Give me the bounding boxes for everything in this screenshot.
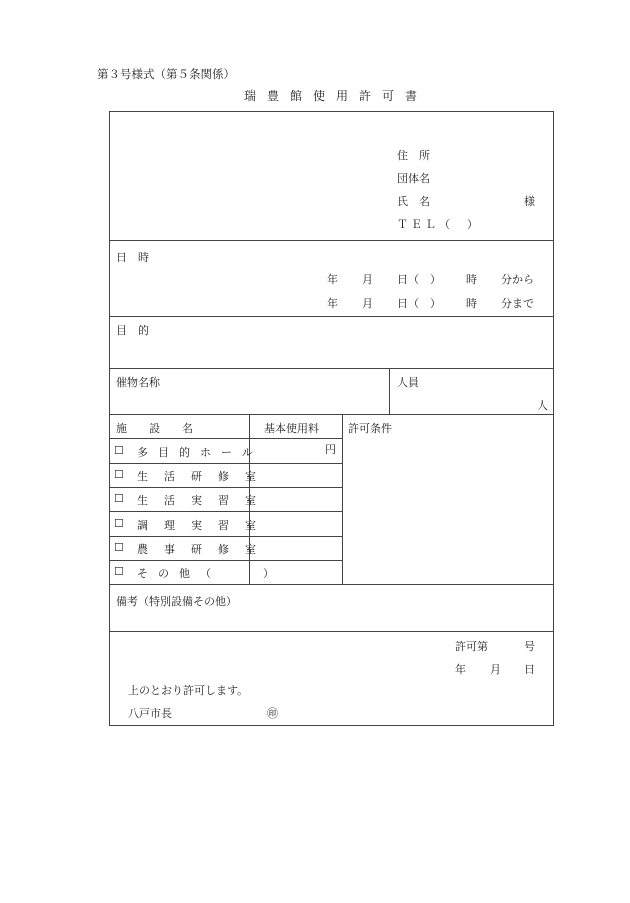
end-month: 月 [362, 297, 373, 310]
permit-number-label: 許可第 [455, 640, 488, 653]
purpose-label: 目 的 [116, 324, 149, 337]
start-minute: 分から [501, 273, 534, 286]
start-year: 年 [327, 273, 338, 286]
divider-recipient [109, 240, 554, 241]
group-name-label: 団体名 [397, 172, 430, 185]
facility-item: 生活実習室 [137, 494, 272, 507]
facility-checkbox[interactable]: ☐ [114, 565, 124, 578]
facility-checkbox[interactable]: ☐ [114, 517, 124, 530]
facility-item: 多目的ホール [137, 446, 263, 459]
attendees-unit: 人 [537, 399, 548, 412]
permit-number-suffix: 号 [524, 640, 535, 653]
divider-datetime [109, 316, 554, 317]
divider-event [109, 414, 554, 415]
seal-mark: ㊞ [267, 707, 278, 720]
start-hour: 時 [466, 273, 477, 286]
end-year: 年 [327, 297, 338, 310]
form-number: 第３号様式（第５条関係） [97, 67, 235, 81]
end-minute: 分まで [501, 297, 534, 310]
document-title: 瑞豊館使用許可書 [244, 89, 429, 103]
facility-item: その他（ ） [137, 567, 284, 580]
divider-conditions-column [342, 414, 343, 584]
conditions-header: 許可条件 [348, 422, 392, 435]
name-label: 氏 名 [397, 195, 430, 208]
divider-facilities [109, 584, 554, 585]
facility-item: 生活研修室 [137, 470, 272, 483]
issuer-title: 八戸市長 [128, 707, 172, 720]
end-day: 日（ ） [397, 297, 441, 310]
facility-checkbox[interactable]: ☐ [114, 468, 124, 481]
divider-facility-row [109, 536, 342, 537]
end-hour: 時 [466, 297, 477, 310]
divider-facility-row [109, 560, 342, 561]
permit-statement: 上のとおり許可します。 [128, 684, 249, 697]
divider-remarks [109, 631, 554, 632]
divider-attendees [389, 368, 390, 414]
facility-checkbox[interactable]: ☐ [114, 492, 124, 505]
facility-item: 調理実習室 [137, 519, 272, 532]
remarks-label: 備考（特別設備その他） [116, 595, 237, 608]
divider-facility-row [109, 511, 342, 512]
facility-checkbox[interactable]: ☐ [114, 541, 124, 554]
divider-facility-row [109, 463, 342, 464]
basic-fee-header: 基本使用料 [264, 422, 319, 435]
address-label: 住 所 [397, 149, 430, 162]
permit-form-table [109, 111, 554, 726]
permit-month: 月 [490, 663, 501, 676]
permit-day: 日 [524, 663, 535, 676]
honorific: 様 [524, 195, 535, 208]
facility-item: 農事研修室 [137, 543, 272, 556]
divider-facility-header [109, 438, 342, 439]
divider-purpose [109, 368, 554, 369]
start-month: 月 [362, 273, 373, 286]
permit-year: 年 [455, 663, 466, 676]
divider-facility-row [109, 487, 342, 488]
fee-unit: 円 [325, 443, 336, 456]
event-name-label: 催物名称 [116, 376, 160, 389]
tel-label: ＴＥＬ（ ） [397, 218, 481, 231]
datetime-label: 日 時 [116, 251, 149, 264]
facility-checkbox[interactable]: ☐ [114, 444, 124, 457]
attendees-label: 人員 [397, 376, 419, 389]
facility-name-header: 施 設 名 [116, 422, 193, 435]
start-day: 日（ ） [397, 273, 441, 286]
